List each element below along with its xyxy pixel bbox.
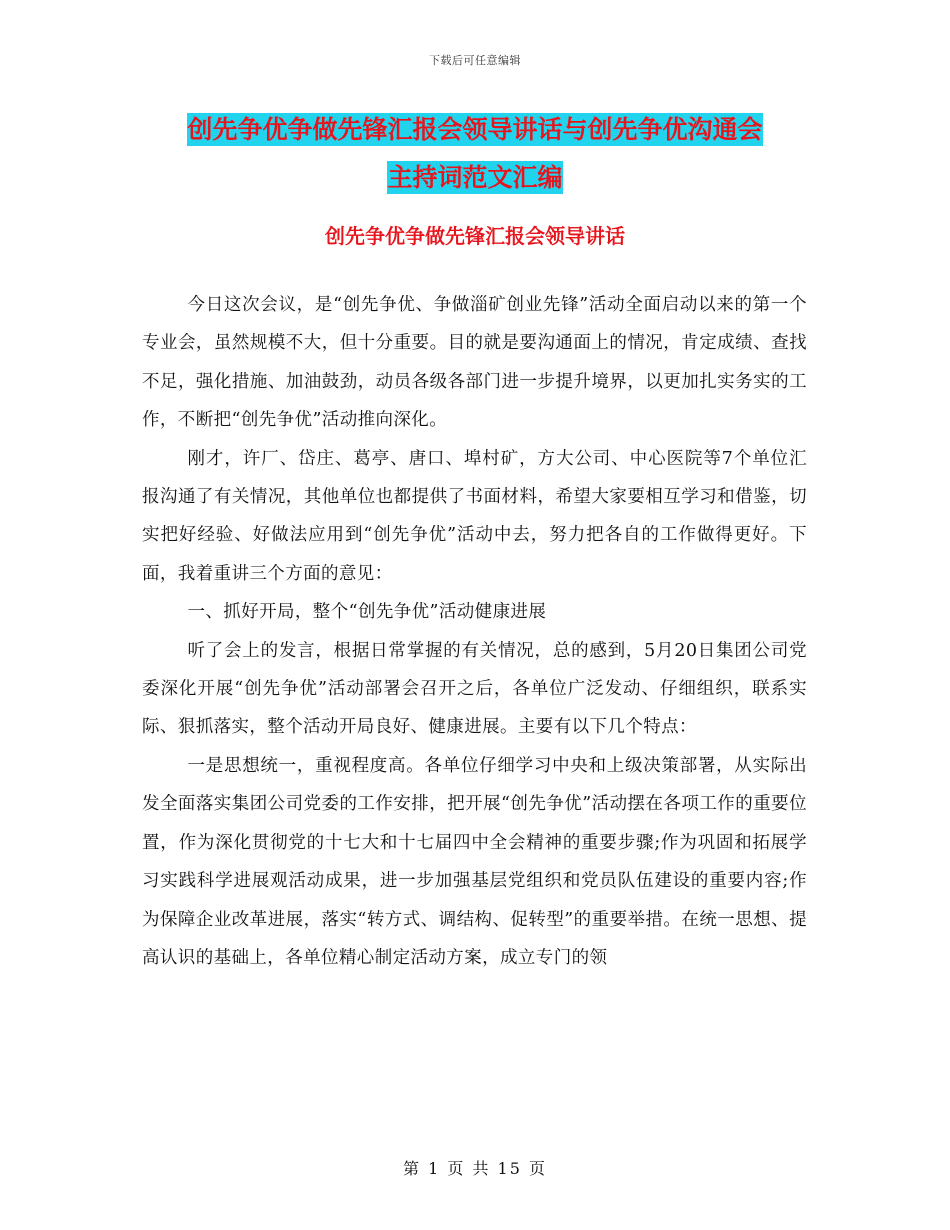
paragraph: 听了会上的发言，根据日常掌握的有关情况，总的感到，5月20日集团公司党委深化开展“创先争优”活动部署会召开之后，各单位广泛发动、仔细组织，联系实际、狠抓落实，整个活动开局良好、健康进展。主要有以下几个特点： bbox=[142, 640, 807, 738]
document-body bbox=[142, 286, 807, 977]
document-title bbox=[0, 106, 950, 202]
document-title-line-2: 主持词范文汇编 bbox=[387, 163, 563, 192]
paragraph: 一是思想统一，重视程度高。各单位仔细学习中央和上级决策部署，从实际出发全面落实集团公司党委的工作安排，把开展“创先争优”活动摆在各项工作的重要位置，作为深化贯彻党的十七大和十七届四中全会精神的重要步骤;作为巩固和拓展学习实践科学进展观活动成果，进一步加强基层党组织和党员队伍建设的重要内容;作为保障企业改革进展，落实“转方式、调结构、促转型”的重要举措。在统一思想、提高认识的基础上，各单位精心制定活动方案，成立专门的领 bbox=[142, 755, 807, 968]
document-title-line-1: 创先争优争做先锋汇报会领导讲话与创先争优沟通会 bbox=[187, 115, 763, 144]
header-note: 下载后可任意编辑 bbox=[429, 54, 521, 67]
paragraph: 刚才，许厂、岱庄、葛亭、唐口、埠村矿，方大公司、中心医院等7个单位汇报沟通了有关情况，其他单位也都提供了书面材料，希望大家要相互学习和借鉴，切实把好经验、好做法应用到“创先争优”活动中去，努力把各自的工作做得更好。下面，我着重讲三个方面的意见： bbox=[142, 448, 807, 584]
paragraph: 今日这次会议，是“创先争优、争做淄矿创业先锋”活动全面启动以来的第一个专业会，虽然规模不大，但十分重要。目的就是要沟通面上的情况，肯定成绩、查找不足，强化措施、加油鼓劲，动员各级各部门进一步提升境界，以更加扎实务实的工作，不断把“创先争优”活动推向深化。 bbox=[142, 295, 807, 431]
section-title: 创先争优争做先锋汇报会领导讲话 bbox=[325, 224, 625, 248]
section-heading: 一、抓好开局，整个“创先争优”活动健康进展 bbox=[187, 602, 547, 623]
page-footer: 第 1 页 共 15 页 bbox=[403, 1159, 547, 1178]
